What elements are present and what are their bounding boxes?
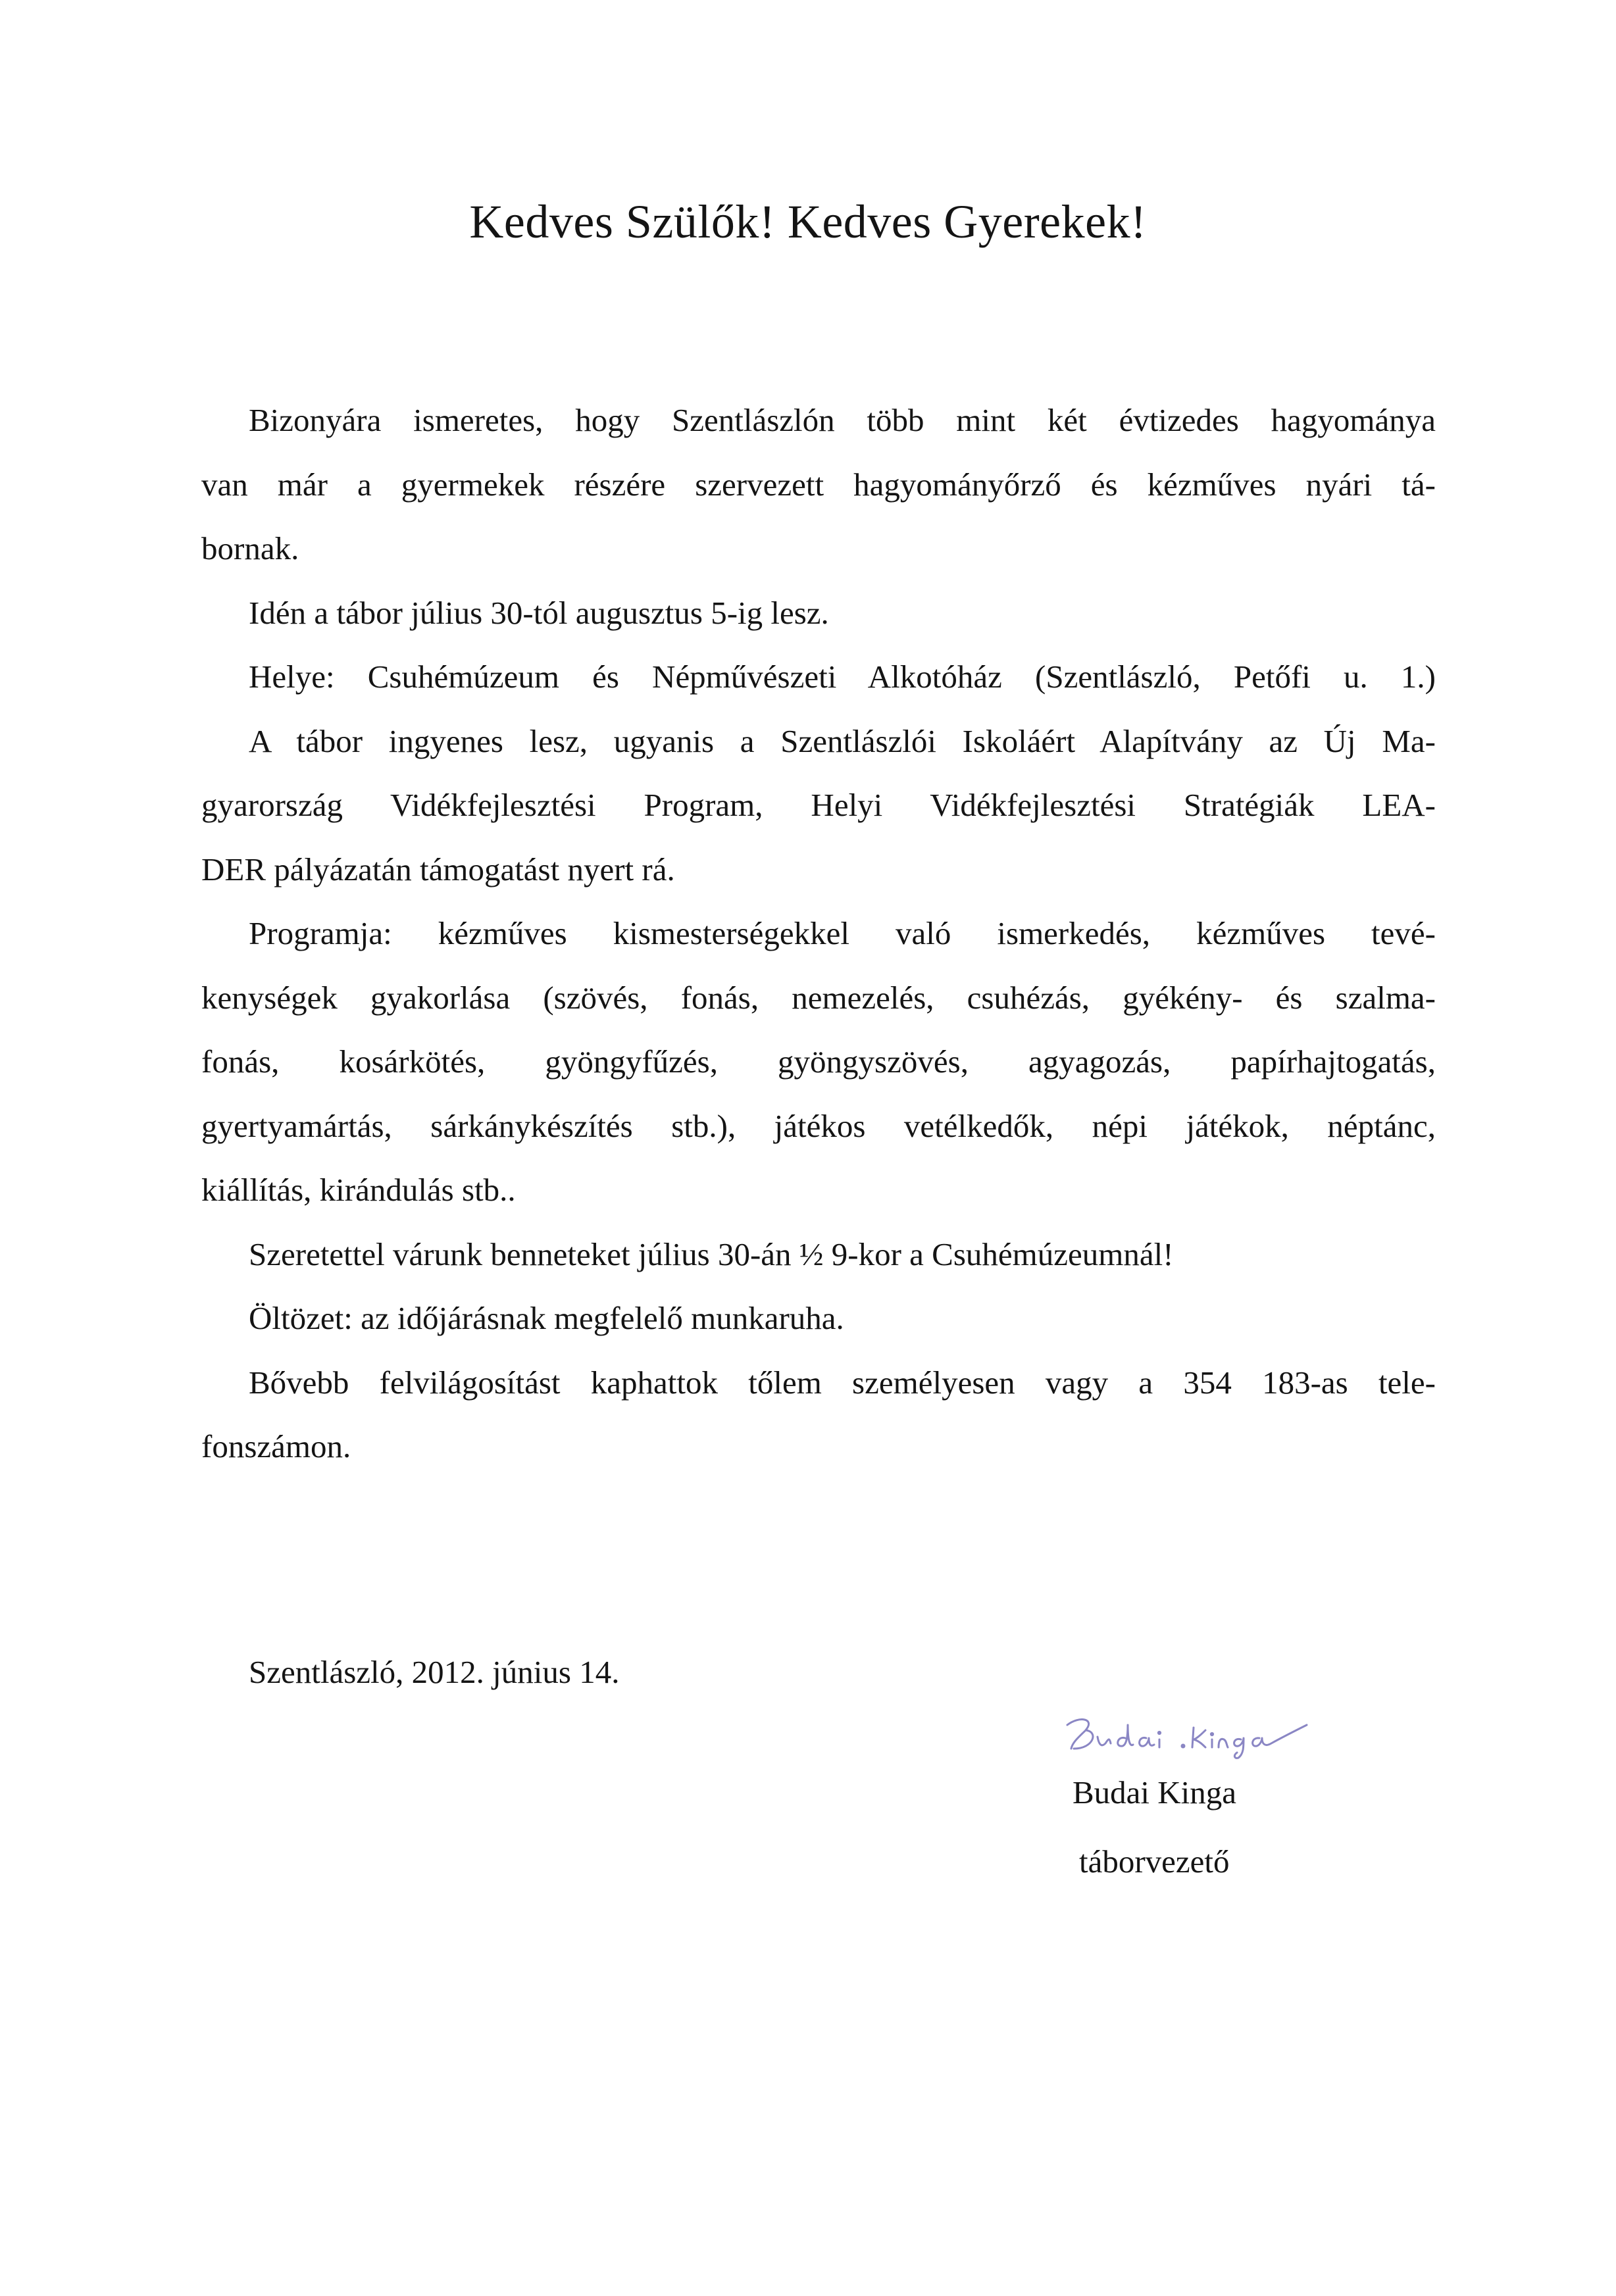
letter-body bbox=[201, 388, 1436, 1479]
body-line: kiállítás, kirándulás stb.. bbox=[201, 1172, 516, 1208]
body-line: Helye: Csuhémúzeum és Népművészeti Alkotóház (Szentlászló, Petőfi u. 1.) bbox=[249, 659, 1436, 695]
body-line: gyarország Vidékfejlesztési Program, Helyi Vidékfejlesztési Stratégiák LEA- bbox=[201, 787, 1436, 823]
body-line: fonszámon. bbox=[201, 1428, 351, 1464]
body-line: Öltözet: az időjárásnak megfelelő munkaruha. bbox=[249, 1300, 844, 1336]
body-line: Bizonyára ismeretes, hogy Szentlászlón több mint két évtizedes hagyománya bbox=[249, 402, 1436, 438]
body-line: DER pályázatán támogatást nyert rá. bbox=[201, 851, 675, 887]
body-line: Szeretettel várunk benneteket július 30-án ½ 9-kor a Csuhémúzeumnál! bbox=[249, 1235, 1174, 1272]
body-line: A tábor ingyenes lesz, ugyanis a Szentlászlói Iskoláért Alapítvány az Új Ma- bbox=[249, 722, 1436, 759]
handwritten-signature bbox=[1059, 1710, 1336, 1757]
body-line: kenységek gyakorlása (szövés, fonás, nemezelés, csuhézás, gyékény- és szalma- bbox=[201, 979, 1436, 1016]
body-line: Programja: kézműves kismesterségekkel való ismerkedés, kézműves tevé- bbox=[249, 915, 1436, 951]
dateline: Szentlászló, 2012. június 14. bbox=[249, 1654, 620, 1690]
body-line: Idén a tábor július 30-tól augusztus 5-ig lesz. bbox=[249, 594, 829, 631]
signatory-role: táborvezető bbox=[1079, 1843, 1230, 1880]
signature-block bbox=[1059, 1710, 1336, 1880]
body-line: van már a gyermekek részére szervezett hagyományőrző és kézműves nyári tá- bbox=[201, 466, 1436, 503]
letter-title: Kedves Szülők! Kedves Gyerekek! bbox=[469, 195, 1147, 248]
body-line: bornak. bbox=[201, 530, 299, 566]
body-line: Bővebb felvilágosítást kaphattok tőlem személyesen vagy a 354 183-as tele- bbox=[249, 1364, 1436, 1401]
signatory-name: Budai Kinga bbox=[1073, 1774, 1237, 1810]
body-line: gyertyamártás, sárkánykészítés stb.), játékos vetélkedők, népi játékok, néptánc, bbox=[201, 1107, 1436, 1144]
signature-scribble-icon bbox=[1059, 1710, 1336, 1763]
body-line: fonás, kosárkötés, gyöngyfűzés, gyöngyszövés, agyagozás, papírhajtogatás, bbox=[201, 1043, 1436, 1080]
